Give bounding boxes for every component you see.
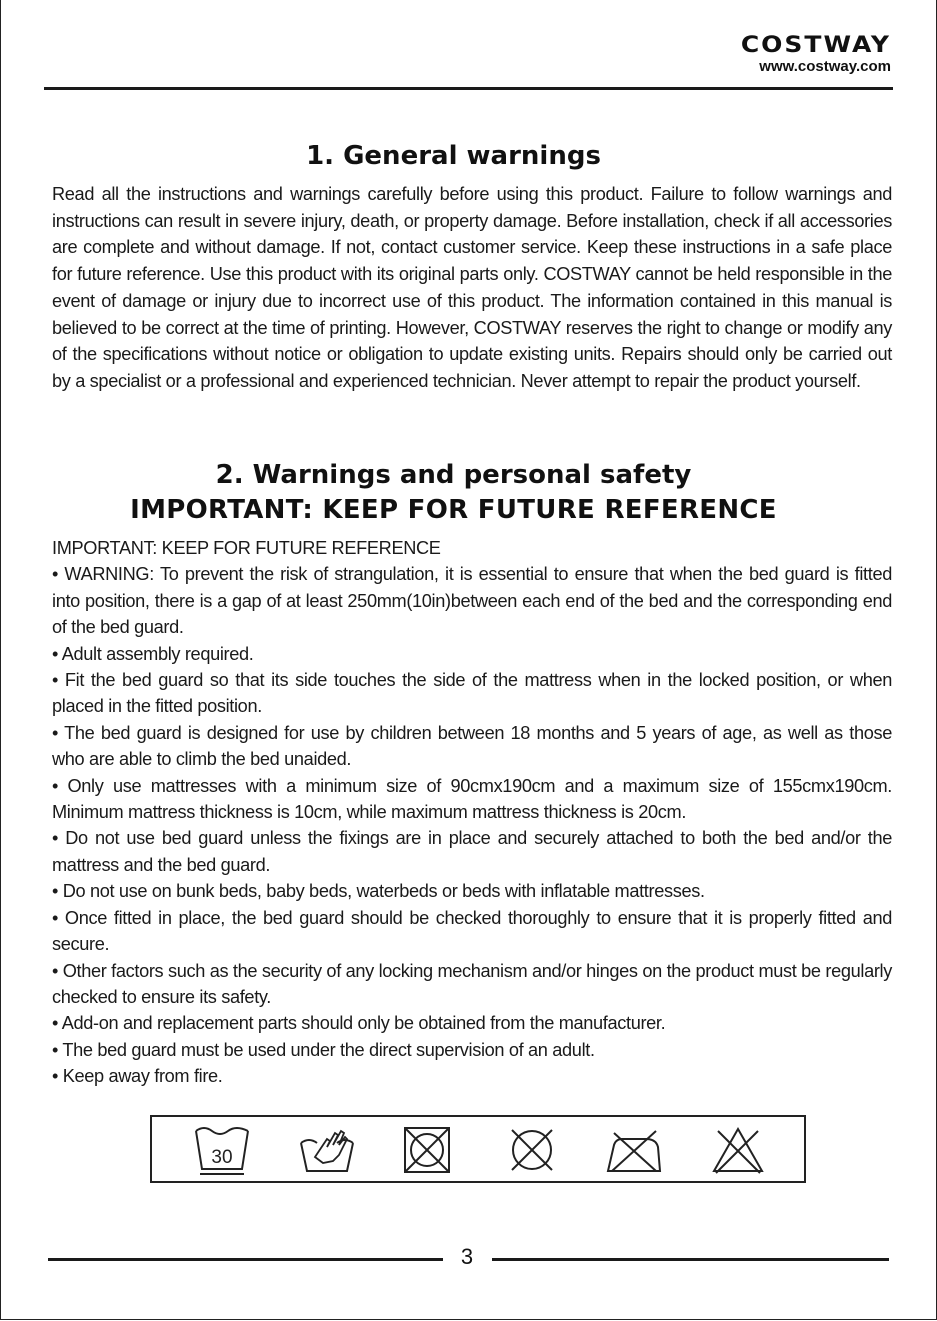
list-item: • Add-on and replacement parts should only be obtained from the manufacturer. [52,1013,666,1034]
list-item: • Fit the bed guard so that its side touches the side of the mattress when in the locked position, or when placed in the fitted position. [52,670,892,717]
section1-title: 1. General warnings [306,141,601,171]
safety-list [52,535,892,1090]
list-item: • Do not use bed guard unless the fixings are in place and securely attached to both the bed and/or the mattress and the bed guard. [52,828,892,875]
list-item: • Only use mattresses with a minimum size of 90cmx190cm and a maximum size of 155cmx190cm. Minimum mattress thickness is 10cm, while maximum mattress thickness is 20cm. [52,775,892,823]
brand-url: www.costway.com [759,58,891,75]
page-footer [0,1240,937,1280]
footer-rule-right [492,1258,889,1261]
costway-logo: COSTWAY [740,31,891,58]
list-item: • The bed guard must be used under the direct supervision of an adult. [52,1039,595,1060]
list-item: • The bed guard is designed for use by children between 18 months and 5 years of age, as well as those who are able to climb the bed unaided. [52,722,892,770]
wash-temperature: 30 [211,1147,233,1168]
do-not-dry-clean-icon [507,1125,557,1175]
wash-30-icon [192,1125,252,1175]
list-item: • Keep away from fire. [52,1066,223,1087]
page-number: 3 [460,1244,474,1269]
header-rule [44,87,893,90]
section1-paragraph: Read all the instructions and warnings carefully before using this product. Failure to follow warnings and instructions can result in severe injury, death, or property damage. Before installation, check if all accessories are complete and without damage. If not, contact customer service. Keep these instructions in a safe place for future reference. Use this product with its original parts only. COSTWAY cannot be held responsible in the event of damage or injury due to incorrect use of this product. The information contained in this manual is believed to be correct at the time of printing. However, COSTWAY reserves the right to change or modify any of the specifications without notice or obligation to update existing units. Repairs should only be carried out by a specialist or a professional and experienced technician. Never attempt to repair the product yourself. [52,184,892,391]
do-not-bleach-icon [710,1125,766,1175]
list-item: • WARNING: To prevent the risk of strangulation, it is essential to ensure that when the bed guard is fitted into position, there is a gap of at least 250mm(10in)between each end of the bed and the corresponding end of the bed guard. [52,564,892,638]
footer-rule-left [48,1258,443,1261]
list-item: • Other factors such as the security of any locking mechanism and/or hinges on the product must be regularly checked to ensure its safety. [52,960,892,1007]
care-symbols-box [150,1115,806,1183]
safety-lead: IMPORTANT: KEEP FOR FUTURE REFERENCE [52,538,441,558]
do-not-iron-icon [602,1125,666,1175]
list-item: • Adult assembly required. [52,643,254,664]
brand-header [741,32,891,75]
list-item: • Once fitted in place, the bed guard should be checked thoroughly to ensure that it is properly fitted and secure. [52,907,892,955]
list-item: • Do not use on bunk beds, baby beds, waterbeds or beds with inflatable mattresses. [52,881,705,902]
hand-wash-icon [297,1125,357,1175]
section2-subtitle: IMPORTANT: KEEP FOR FUTURE REFERENCE [130,495,777,525]
do-not-tumble-dry-icon [402,1125,452,1175]
section2-title: 2. Warnings and personal safety [215,460,692,490]
